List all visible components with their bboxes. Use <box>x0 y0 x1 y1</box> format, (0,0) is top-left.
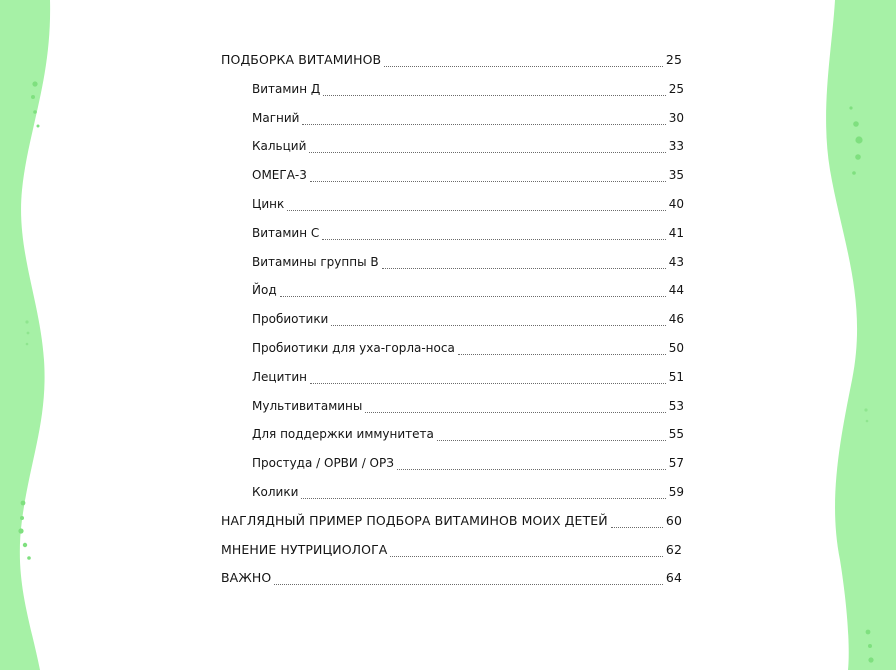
toc-subsection <box>252 396 684 416</box>
toc-subsection <box>252 309 684 329</box>
toc-subsection <box>252 424 684 444</box>
toc-page-number: 25 <box>668 81 684 96</box>
toc-subsection <box>252 482 684 502</box>
toc-subsection <box>252 453 684 473</box>
toc-dot-leader <box>301 497 665 499</box>
toc-subsection <box>252 165 684 185</box>
toc-page-number: 30 <box>668 110 684 125</box>
toc-subsection <box>252 136 684 156</box>
toc-dot-leader <box>437 439 666 441</box>
toc-dot-leader <box>287 209 666 211</box>
toc-entry-title: Кальций <box>252 139 307 154</box>
toc-entry-title: Цинк <box>252 197 285 211</box>
toc-dot-leader <box>302 123 665 125</box>
toc-entry-title: Простуда / ОРВИ / ОРЗ <box>252 456 394 471</box>
toc-dot-leader <box>331 324 665 326</box>
toc-section <box>221 511 682 531</box>
toc-entry-title: Магний <box>252 110 300 125</box>
toc-dot-leader <box>384 65 663 67</box>
toc-dot-leader <box>390 555 662 557</box>
toc-entry-title: НАГЛЯДНЫЙ ПРИМЕР ПОДБОРА ВИТАМИНОВ МОИХ ДЕТЕЙ <box>221 512 608 528</box>
toc-dot-leader <box>310 180 666 182</box>
toc-dot-leader <box>382 267 666 269</box>
toc-entry-title: ВАЖНО <box>221 570 272 586</box>
toc-entry-title: Витамины группы В <box>252 254 379 269</box>
toc-page-number: 50 <box>668 341 684 355</box>
toc-dot-leader <box>309 151 665 153</box>
toc-dot-leader <box>611 526 663 528</box>
toc-section <box>221 568 682 588</box>
toc-entry-title: МНЕНИЕ НУТРИЦИОЛОГА <box>221 541 388 557</box>
toc-subsection <box>252 367 684 387</box>
toc-dot-leader <box>310 382 666 384</box>
toc-page-number: 43 <box>668 254 684 269</box>
toc-section <box>221 50 682 70</box>
toc-entry-title: ОМЕГА-3 <box>252 168 307 183</box>
toc-page-number: 51 <box>668 369 684 384</box>
toc-page-number: 55 <box>668 427 684 442</box>
toc-entry-title: Лецитин <box>252 369 308 384</box>
toc-entry-title: Для поддержки иммунитета <box>252 427 434 442</box>
toc-subsection <box>252 280 684 300</box>
toc-entry-title: Мультивитамины <box>252 398 363 413</box>
toc-section <box>221 540 682 560</box>
toc-page-number: 41 <box>668 225 684 240</box>
toc-page-number: 33 <box>668 139 684 154</box>
toc-subsection <box>252 223 684 243</box>
toc-dot-leader <box>365 411 665 413</box>
toc-page-number: 40 <box>668 197 684 211</box>
toc-page-number: 46 <box>668 312 684 327</box>
toc-page-number: 25 <box>665 52 682 67</box>
toc-entry-title: Витамин Д <box>252 81 321 96</box>
toc-entry-title: Колики <box>252 485 299 499</box>
toc-entry-title: Пробиотики для уха-горла-носа <box>252 341 455 355</box>
toc-page-number: 60 <box>665 512 682 528</box>
toc-entry-title: Пробиотики <box>252 312 329 327</box>
toc-entry-title: Йод <box>252 283 277 298</box>
toc-page-number: 64 <box>665 570 682 586</box>
toc-entry-title: Витамин С <box>252 225 320 240</box>
toc-page-number: 57 <box>668 456 684 471</box>
toc-dot-leader <box>458 353 666 355</box>
toc-subsection <box>252 252 684 272</box>
toc-entry-title: ПОДБОРКА ВИТАМИНОВ <box>221 52 382 67</box>
toc-page-number: 62 <box>665 541 682 557</box>
toc-dot-leader <box>322 238 665 240</box>
toc-dot-leader <box>274 583 663 585</box>
toc-page-number: 53 <box>668 398 684 413</box>
toc-subsection <box>252 194 684 214</box>
toc-page-number: 59 <box>668 485 684 499</box>
toc-subsection <box>252 79 684 99</box>
toc-subsection <box>252 338 684 358</box>
toc-dot-leader <box>323 94 665 96</box>
toc-page-number: 35 <box>668 168 684 183</box>
toc-subsection <box>252 108 684 128</box>
toc-dot-leader <box>280 295 666 297</box>
toc-dot-leader <box>397 468 666 470</box>
toc-page-number: 44 <box>668 283 684 298</box>
